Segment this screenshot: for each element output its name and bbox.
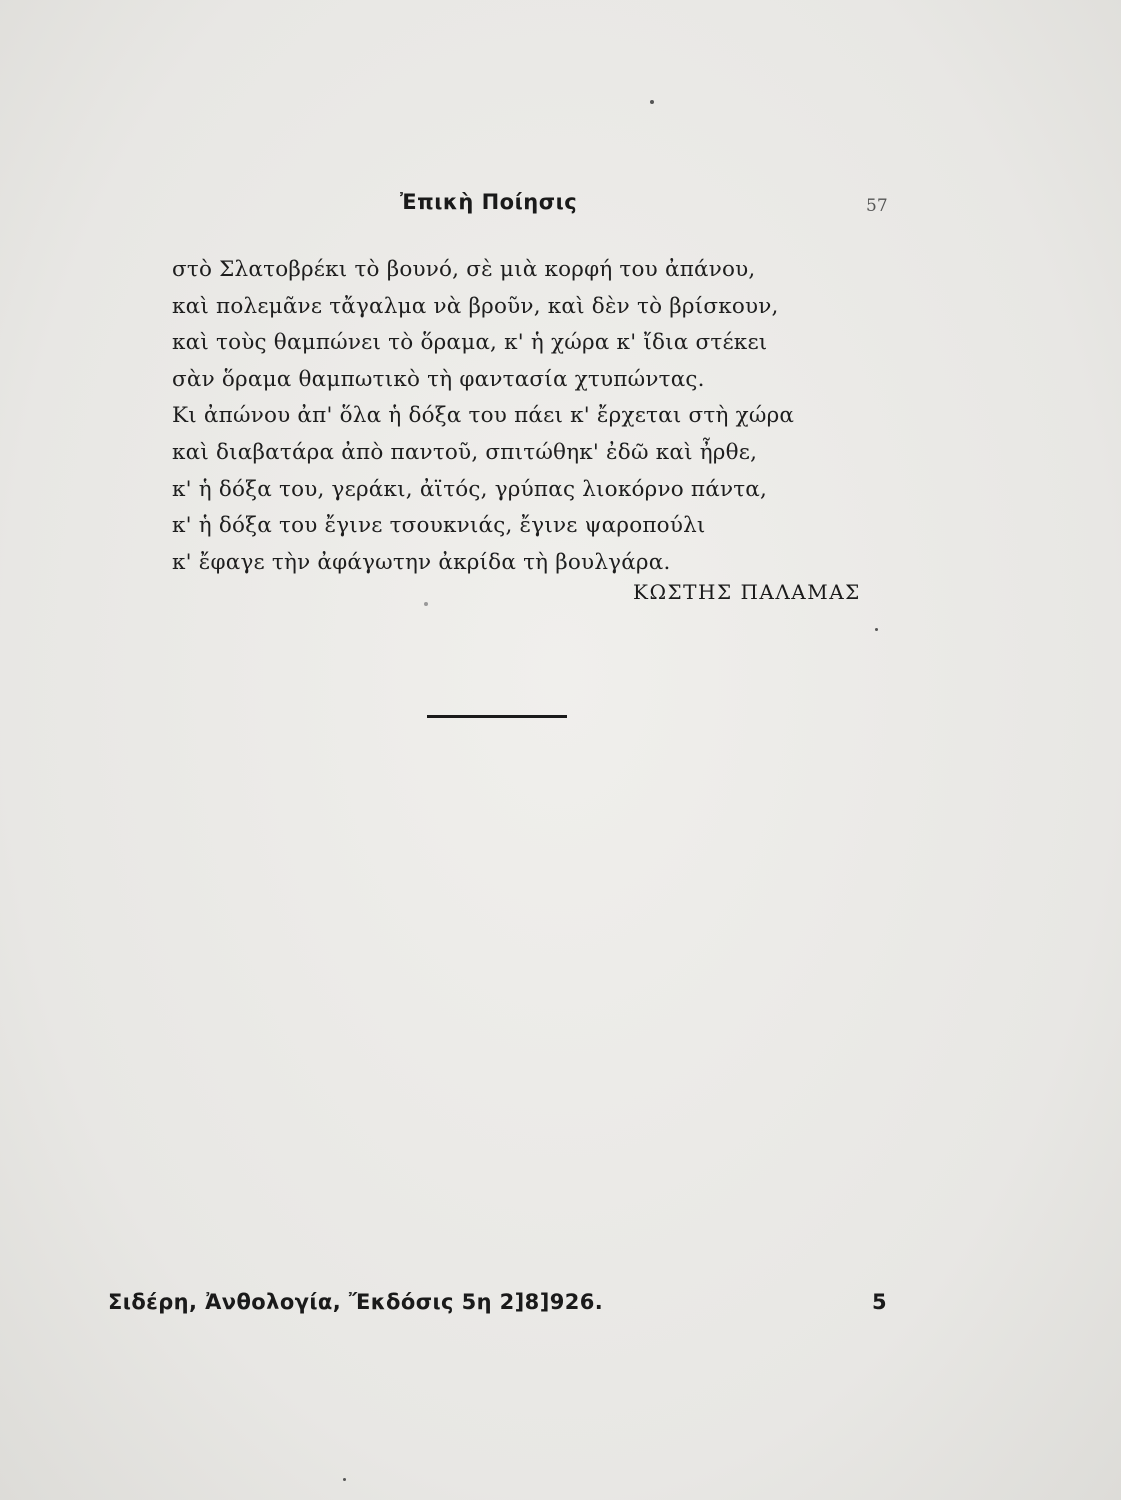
poem-line: Κι ἀπώνου ἀπ' ὅλα ἡ δόξα του πάει κ' ἔρχεται στὴ χώρα — [172, 403, 795, 429]
poem-line: καὶ διαβατάρα ἀπὸ παντοῦ, σπιτώθηκ' ἐδῶ καὶ ἦρθε, — [172, 439, 758, 465]
paper-speck — [343, 1478, 346, 1481]
signature-mark: 5 — [872, 1290, 887, 1314]
paper-speck — [875, 628, 878, 631]
poem-line: καὶ τοὺς θαμπώνει τὸ ὅραμα, κ' ἡ χώρα κ' ἴδια στέκει — [172, 330, 768, 356]
poem-text — [172, 252, 912, 581]
paper-speck — [650, 100, 654, 104]
page-number: 57 — [866, 196, 888, 216]
poem-line: κ' ἔφαγε τὴν ἀφάγωτην ἀκρίδα τὴ βουλγάρα. — [172, 549, 671, 575]
poem-line: κ' ἡ δόξα του ἔγινε τσουκνιάς, ἔγινε ψαροπούλι — [172, 513, 706, 539]
section-divider — [427, 715, 567, 718]
poem-line: σὰν ὅραμα θαμπωτικὸ τὴ φαντασία χτυπώντας. — [172, 366, 705, 392]
poem-line: καὶ πολεμᾶνε τἄγαλμα νὰ βροῦν, καὶ δὲν τὸ βρίσκουν, — [172, 293, 779, 319]
paper-speck — [424, 602, 428, 606]
poem-line: στὸ Σλατοβρέκι τὸ βουνό, σὲ μιὰ κορφή του ἀπάνου, — [172, 257, 756, 282]
poem-author: ΚΩΣΤΗΣ ΠΑΛΑΜΑΣ — [633, 580, 861, 604]
poem-line: κ' ἡ δόξα του, γεράκι, ἀϊτός, γρύπας λιοκόρνο πάντα, — [172, 476, 768, 502]
footer-credit: Σιδέρη, Ἀνθολογία, Ἔκδόσις 5η 2]8]926. — [108, 1290, 604, 1314]
running-head-title: Ἐπικὴ Ποίησις — [400, 190, 578, 214]
